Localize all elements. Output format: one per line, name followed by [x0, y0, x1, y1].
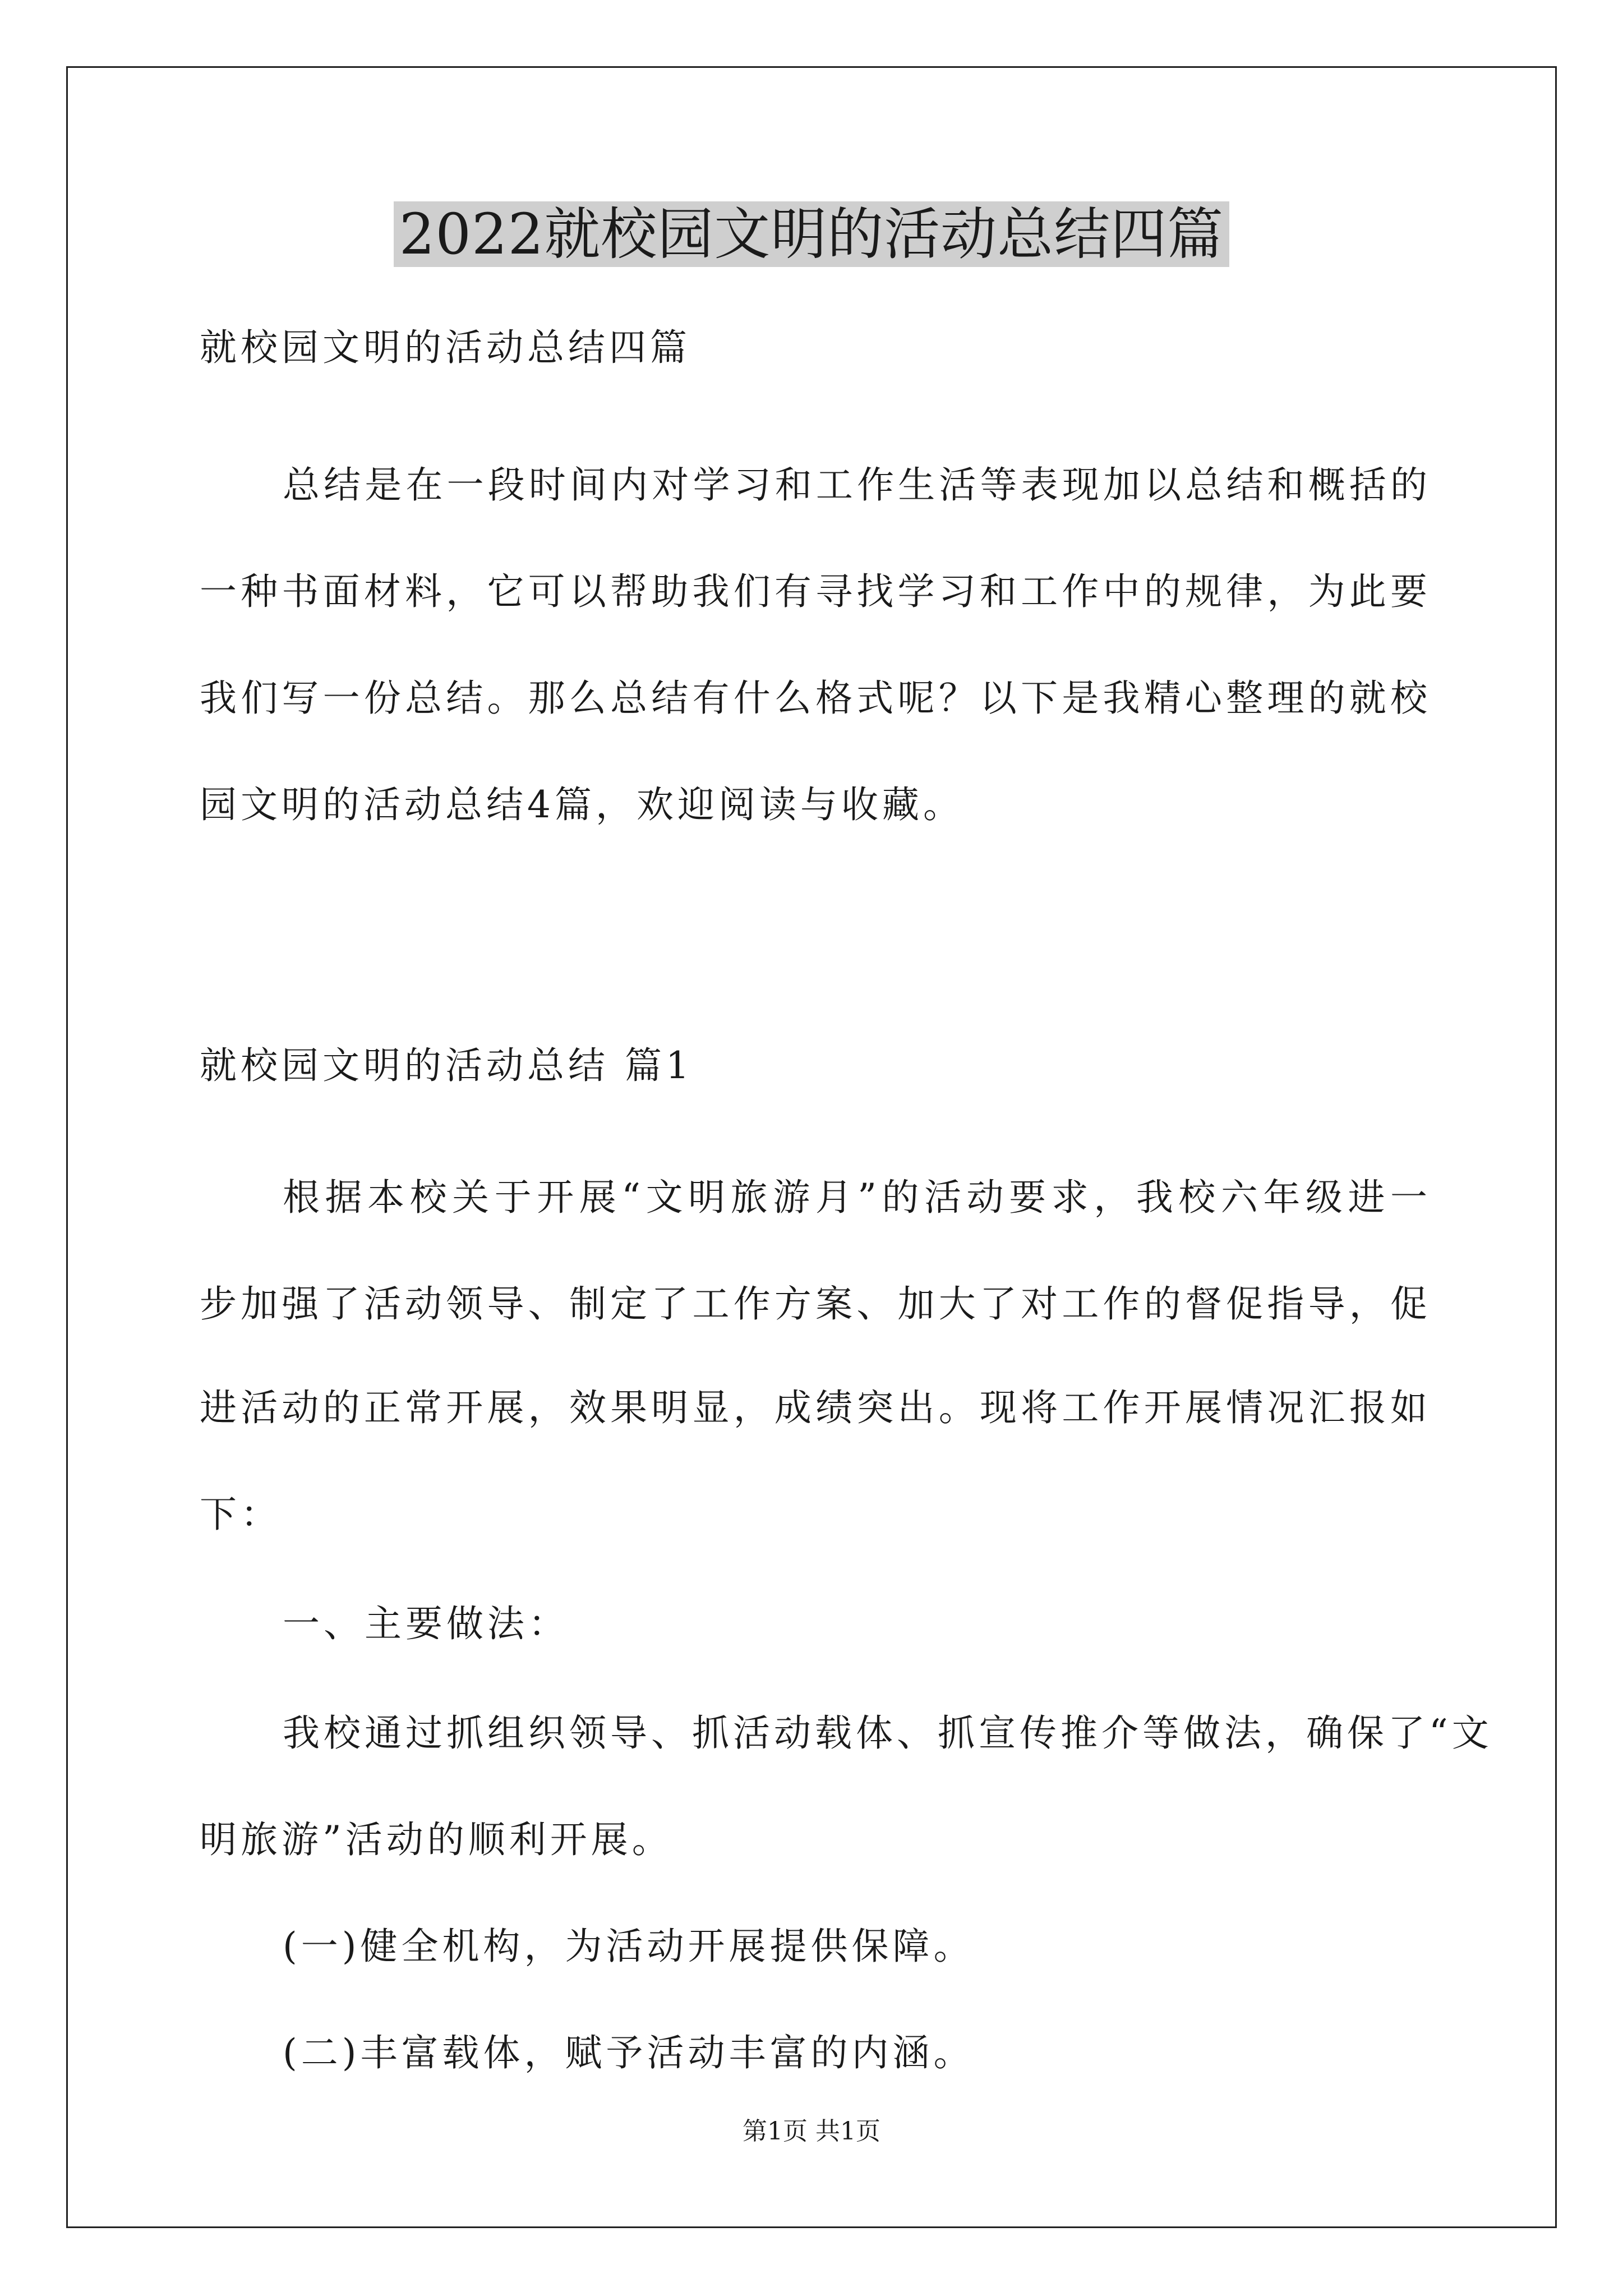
page-footer: 第1页 共1页 — [743, 2117, 880, 2146]
paragraph-line: 步加强了活动领导、制定了工作方案、加大了对工作的督促指导，促 — [200, 1282, 1431, 1326]
section-heading: 就校园文明的活动总结 篇1 — [200, 1044, 693, 1087]
paragraph-line: 下： — [200, 1493, 282, 1536]
paragraph-line: 我们写一份总结。那么总结有什么格式呢？以下是我精心整理的就校 — [200, 677, 1431, 720]
paragraph-line: (一)健全机构，为活动开展提供保障。 — [283, 1925, 975, 1968]
subtitle-line: 就校园文明的活动总结四篇 — [200, 326, 691, 369]
paragraph-line: 根据本校关于开展“文明旅游月”的活动要求，我校六年级进一 — [283, 1176, 1431, 1219]
paragraph-line: 园文明的活动总结4篇，欢迎阅读与收藏。 — [200, 783, 964, 826]
paragraph-line: (二)丰富载体，赋予活动丰富的内涵。 — [283, 2031, 975, 2074]
document-title — [0, 195, 1623, 290]
paragraph-line: 明旅游”活动的顺利开展。 — [200, 1818, 673, 1861]
paragraph-line: 一种书面材料，它可以帮助我们有寻找学习和工作中的规律，为此要 — [200, 570, 1431, 613]
title-text: 2022就校园文明的活动总结四篇 — [394, 201, 1230, 267]
page-border — [66, 66, 1557, 2228]
paragraph-line: 一、主要做法： — [283, 1602, 569, 1645]
paragraph-line: 总结是在一段时间内对学习和工作生活等表现加以总结和概括的 — [283, 463, 1431, 507]
paragraph-line: 我校通过抓组织领导、抓活动载体、抓宣传推介等做法，确保了“文 — [283, 1711, 1493, 1755]
paragraph-line: 进活动的正常开展，效果明显，成绩突出。现将工作开展情况汇报如 — [200, 1386, 1431, 1429]
